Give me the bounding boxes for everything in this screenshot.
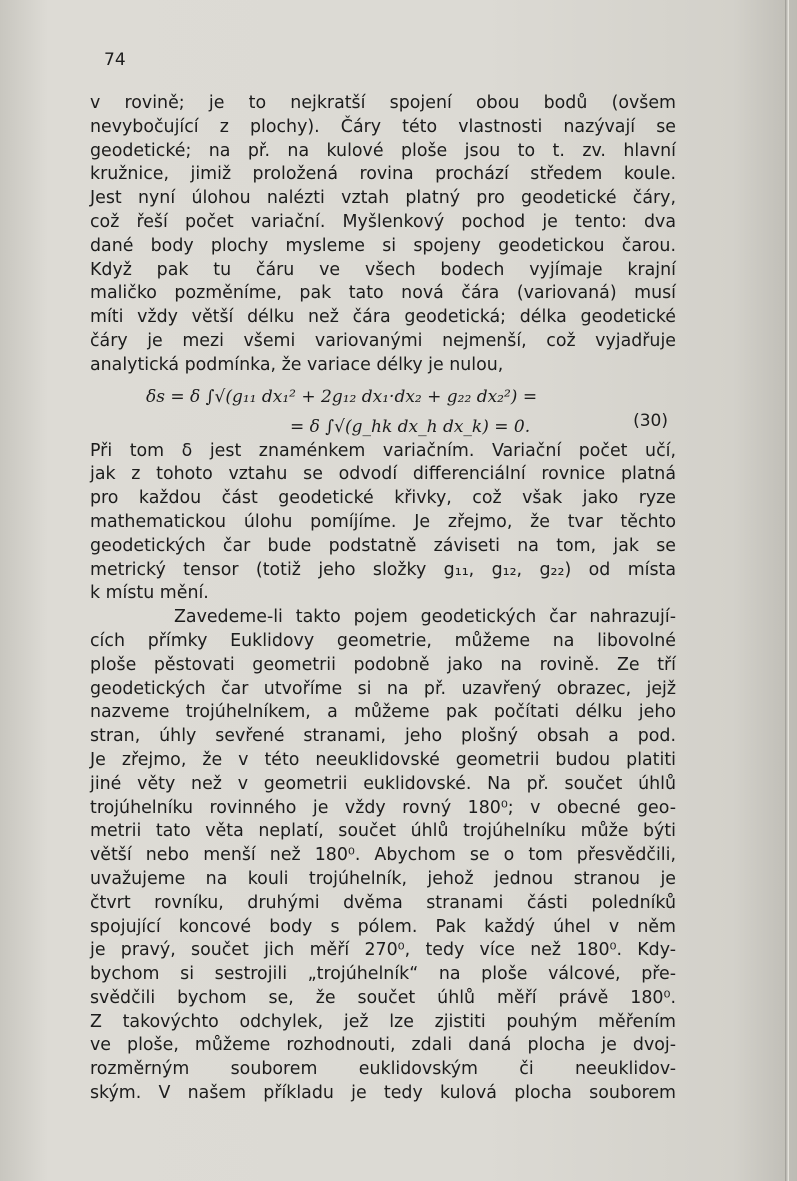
text-line: větší nebo menší než 180⁰. Abychom se o tom přesvědčili, [90,845,676,866]
equation-line-2: = δ ∫√(g_hk dx_h dx_k) = 0. [290,416,531,437]
text-line: Zavedeme-li takto pojem geodetických čar nahrazují- [174,607,676,628]
text-line: Je zřejmo, že v této neeuklidovské geometrii budou platiti [90,749,676,770]
text-line: ským. V našem příkladu je tedy kulová plocha souborem [90,1083,676,1104]
text-line: čtvrt rovníku, druhými dvěma stranami části poledníků [90,892,676,913]
paragraph-3 [90,606,676,1106]
text-line: geodetických čar utvoříme si na př. uzavřený obrazec, jejž [90,678,676,699]
text-line: uvažujeme na kouli trojúhelník, jehož jednou stranou je [90,868,676,889]
page-number: 74 [104,50,126,70]
text-line: Z takovýchto odchylek, jež lze zjistiti pouhým měřením [90,1011,676,1032]
text-line: jak z tohoto vztahu se odvodí differenciální rovnice platná [90,464,676,485]
text-line: míti vždy větší délku než čára geodetická; délka geodetické [90,307,676,328]
text-line: což řeší počet variační. Myšlenkový pochod je tento: dva [90,211,676,232]
text-line: čáry je mezi všemi variovanými nejmenší, což vyjadřuje [90,330,676,351]
text-line: v rovině; je to nejkratší spojení obou bodů (ovšem [90,93,676,113]
body-text [90,92,676,1106]
equation-line-1: δs = δ ∫√(g₁₁ dx₁² + 2g₁₂ dx₁·dx₂ + g₂₂ dx₂²) = [146,386,538,407]
text-line: geodetických čar bude podstatně záviseti na tom, jak se [90,535,676,556]
text-line: jiné věty než v geometrii euklidovské. Na př. součet úhlů [90,773,676,794]
text-line: Při tom δ jest znaménkem variačním. Variační počet učí, [90,440,676,461]
text-line: stran, úhly sevřené stranami, jeho plošný obsah a pod. [90,726,676,747]
text-line: svědčili bychom se, že součet úhlů měří právě 180⁰. [90,987,676,1008]
paragraph-1 [90,92,676,378]
text-line: mathematickou úlohu pomíjíme. Je zřejmo, že tvar těchto [90,511,676,532]
text-line: analytická podmínka, že variace délky je nulou, [90,354,504,375]
equation-30 [90,378,676,437]
text-line: geodetické; na př. na kulové ploše jsou to t. zv. hlavní [90,140,676,161]
text-line: nazveme trojúhelníkem, a můžeme pak počítati délku jeho [90,702,676,723]
text-line: ve ploše, můžeme rozhodnouti, zdali daná plocha je dvoj- [90,1035,676,1056]
text-line: trojúhelníku rovinného je vždy rovný 180⁰; v obecné geo- [90,797,676,818]
text-line: metrii tato věta neplatí, součet úhlů trojúhelníku může býti [90,821,676,842]
equation-number: (30) [633,410,668,431]
text-line: metrický tensor (totiž jeho složky g₁₁, g₁₂, g₂₂) od místa [90,559,676,580]
text-line: pro každou část geodetické křivky, což však jako ryze [90,488,676,509]
text-line: nevybočující z plochy). Čáry této vlastnosti nazývají se [90,116,676,137]
text-line: Jest nyní úlohou nalézti vztah platný pro geodetické čáry, [90,188,676,209]
page-edge [785,0,789,1181]
text-line: spojující koncové body s pólem. Pak každý úhel v něm [90,916,676,937]
text-line: k místu mění. [90,583,209,604]
text-line: maličko pozměníme, pak tato nová čára (variovaná) musí [90,283,676,304]
paragraph-2 [90,440,676,607]
text-line: bychom si sestrojili „trojúhelník“ na ploše válcové, pře- [90,964,676,985]
text-line: cích přímky Euklidovy geometrie, můžeme na libovolné [90,630,676,651]
text-line: kružnice, jimiž proložená rovina prochází středem koule. [90,164,676,185]
text-line: ploše pěstovati geometrii podobně jako na rovině. Ze tří [90,654,676,675]
text-line: Když pak tu čáru ve všech bodech vyjímaje krajní [90,259,676,280]
text-line: dané body plochy mysleme si spojeny geodetickou čarou. [90,235,676,256]
text-line: je pravý, součet jich měří 270⁰, tedy více než 180⁰. Kdy- [90,940,676,961]
text-line: rozměrným souborem euklidovským či neeuklidov- [90,1059,676,1080]
